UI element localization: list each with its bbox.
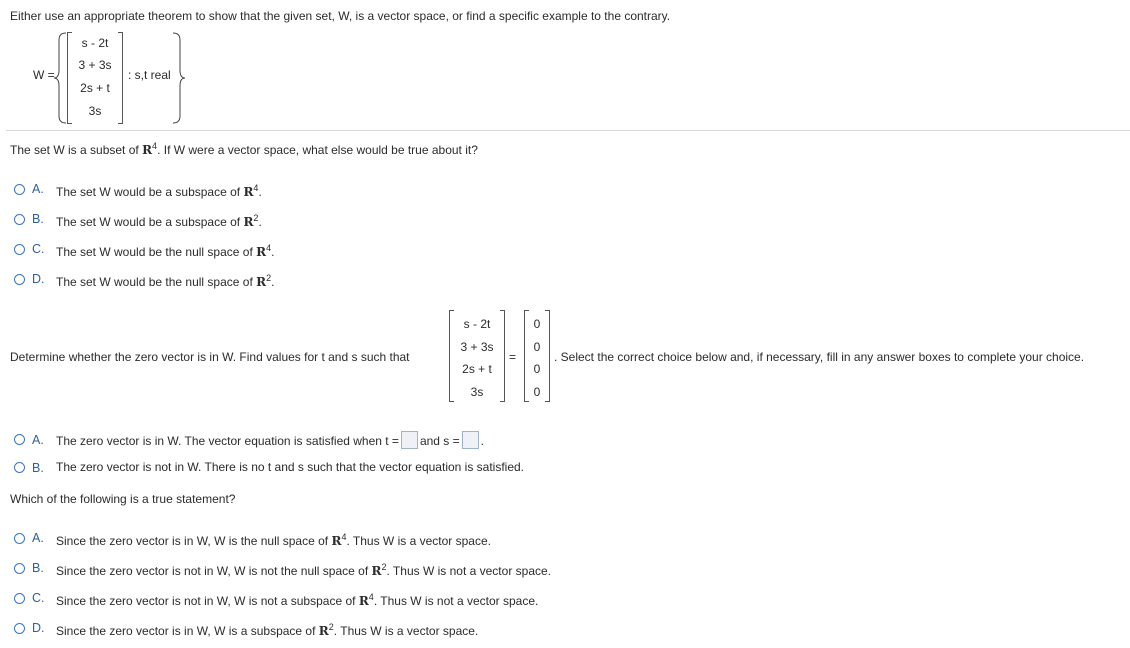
vector-entry: s - 2t	[81, 36, 109, 50]
instructions-text: Either use an appropriate theorem to show that the given set, W, is a vector space, or find a specific example to the contrary.	[10, 9, 671, 23]
vector-entry: 3s	[88, 104, 102, 118]
set-condition: : s,t real	[128, 68, 171, 82]
radio-button[interactable]	[14, 434, 25, 445]
equals-sign: =	[509, 350, 517, 364]
divider	[6, 130, 1130, 131]
vector-entry: 2s + t	[80, 81, 110, 95]
s-answer-box[interactable]	[462, 431, 479, 449]
radio-button[interactable]	[14, 593, 25, 604]
set-label: W =	[33, 68, 55, 82]
radio-button[interactable]	[14, 462, 25, 473]
question-2-prompt: Determine whether the zero vector is in W. Find values for t and s such that	[10, 350, 410, 364]
zero-entry: 0	[533, 362, 541, 376]
radio-button[interactable]	[14, 184, 25, 195]
right-brace-icon	[171, 32, 187, 124]
vector-entry: s - 2t	[463, 317, 491, 331]
radio-button[interactable]	[14, 244, 25, 255]
question-3-prompt: Which of the following is a true statement?	[10, 492, 236, 506]
question-1-prompt: The set W is a subset of $R^4$. If W were a vector space, what else would be true about it?	[10, 141, 478, 157]
question-2-instruction: . Select the correct choice below and, if necessary, fill in any answer boxes to complete your choice.	[554, 350, 1085, 364]
radio-button[interactable]	[14, 563, 25, 574]
q2-vector-matrix	[449, 310, 505, 402]
radio-button[interactable]	[14, 214, 25, 225]
zero-entry: 0	[533, 317, 541, 331]
vector-entry: 3 + 3s	[78, 58, 112, 72]
t-answer-box[interactable]	[401, 431, 418, 449]
set-vector-matrix	[67, 32, 123, 124]
zero-entry: 0	[533, 340, 541, 354]
radio-button[interactable]	[14, 623, 25, 634]
zero-entry: 0	[533, 385, 541, 399]
vector-entry: 3 + 3s	[460, 340, 494, 354]
left-brace-icon	[52, 32, 68, 124]
radio-button[interactable]	[14, 274, 25, 285]
vector-entry: 3s	[470, 385, 484, 399]
vector-entry: 2s + t	[462, 362, 492, 376]
radio-button[interactable]	[14, 533, 25, 544]
zero-vector-matrix	[524, 310, 550, 402]
